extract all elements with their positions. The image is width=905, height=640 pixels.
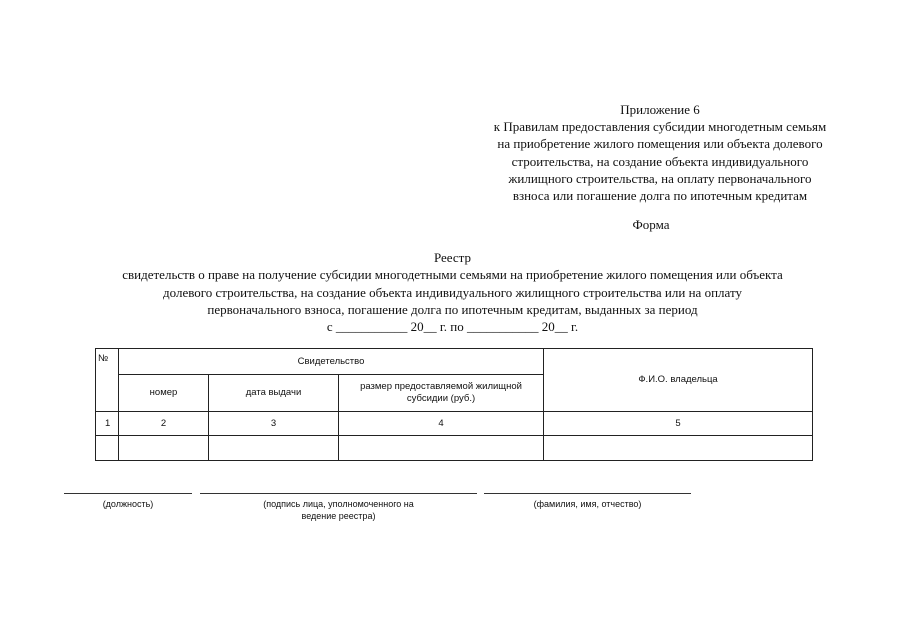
appendix-header (430, 101, 890, 204)
period-line: с ___________ 20__ г. по ___________ 20__ г. (326, 319, 579, 335)
title-heading: Реестр (433, 250, 472, 265)
appendix-line: строительства, на создание объекта индивидуального (511, 153, 809, 169)
registry-table (95, 348, 813, 461)
column-number: 1 (96, 412, 119, 436)
column-number: 5 (544, 412, 813, 436)
table-cell (119, 436, 209, 461)
signature-line (64, 493, 192, 494)
table-cell (339, 436, 544, 461)
column-number: 3 (209, 412, 339, 436)
table-cell (544, 436, 813, 461)
owner-name-header: Ф.И.О. владельца (544, 349, 813, 412)
name-caption: (фамилия, имя, отчество) (533, 499, 642, 509)
signature-line (484, 493, 691, 494)
issue-date-header: дата выдачи (209, 375, 339, 412)
position-caption: (должность) (102, 499, 154, 509)
column-number: 2 (119, 412, 209, 436)
signature-line (200, 493, 477, 494)
appendix-line: взноса или погашение долга по ипотечным кредитам (512, 188, 808, 204)
appendix-line: к Правилам предоставления субсидии многодетным семьям (493, 119, 827, 135)
certificate-group-header: Свидетельство (119, 349, 544, 375)
title-line: первоначального взноса, погашение долга по ипотечным кредитам, выданных за период (207, 301, 698, 317)
form-label: Форма (632, 217, 670, 232)
signature-block-name (484, 493, 691, 510)
signature-caption: (подпись лица, уполномоченного на ведение реестра) (263, 499, 414, 521)
signature-block-position (64, 493, 192, 510)
table-row (96, 436, 813, 461)
column-number: 4 (339, 412, 544, 436)
table-cell (96, 436, 119, 461)
registry-title (40, 249, 865, 335)
title-line: долевого строительства, на создание объекта индивидуального жилищного строительства или на оплату (163, 284, 742, 300)
appendix-line: жилищного строительства, на оплату первоначального (508, 170, 812, 186)
table-cell (209, 436, 339, 461)
signature-block-signature (200, 493, 477, 522)
appendix-line: на приобретение жилого помещения или объекта долевого (497, 136, 823, 152)
title-line: свидетельств о праве на получение субсидии многодетными семьями на приобретение жилого помещения или объекта (122, 267, 783, 283)
certificate-number-header: номер (119, 375, 209, 412)
column-number-row (96, 412, 813, 436)
appendix-line: Приложение 6 (620, 102, 700, 117)
subsidy-amount-header: размер предоставляемой жилищной субсидии (руб.) (339, 375, 544, 412)
number-header: № (96, 349, 119, 412)
